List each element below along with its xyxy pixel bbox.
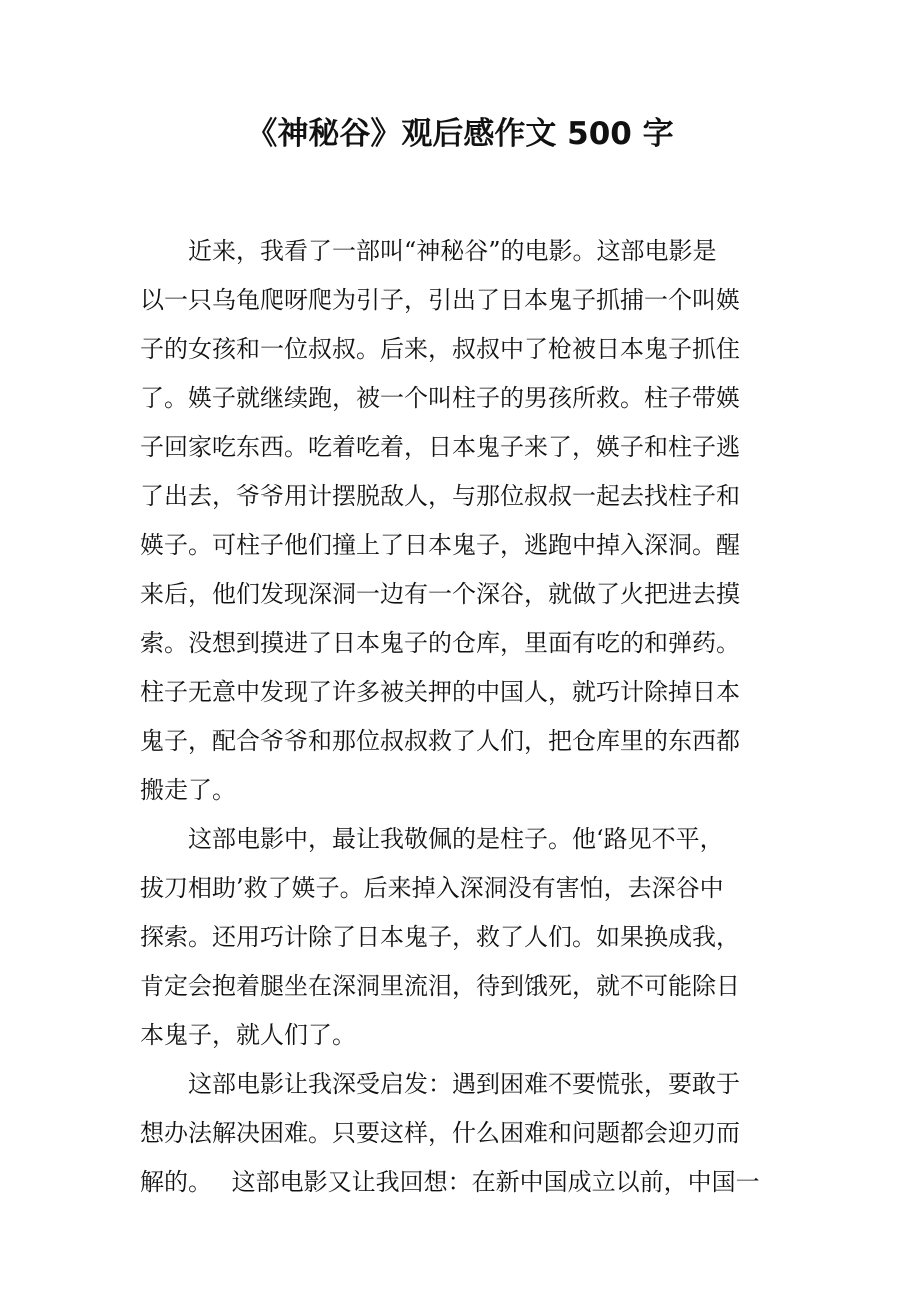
- page-title: 《神秘谷》观后感作文 500 字: [246, 116, 674, 152]
- text-line: 了。媖子就继续跑，被一个叫柱子的男孩所救。柱子带媖: [140, 384, 740, 412]
- text-line: 鬼子，配合爷爷和那位叔叔救了人们，把仓库里的东西都: [140, 727, 740, 755]
- text-line: 子的女孩和一位叔叔。后来，叔叔中了枪被日本鬼子抓住: [140, 335, 740, 363]
- text-line: 柱子无意中发现了许多被关押的中国人，就巧计除掉日本: [140, 678, 740, 706]
- text-line: 搬走了。: [140, 776, 236, 804]
- text-line: 来后，他们发现深洞一边有一个深谷，就做了火把进去摸: [140, 580, 740, 608]
- text-line: 拔刀相助’救了媖子。后来掉入深洞没有害怕，去深谷中: [140, 874, 724, 902]
- text-line: 近来，我看了一部叫“神秘谷”的电影。这部电影是: [188, 237, 717, 265]
- text-line: 索。没想到摸进了日本鬼子的仓库，里面有吃的和弹药。: [140, 629, 740, 657]
- text-line: 媖子。可柱子他们撞上了日本鬼子，逃跑中掉入深洞。醒: [140, 531, 740, 559]
- text-line: 解的。 这部电影又让我回想：在新中国成立以前，中国一: [140, 1168, 760, 1196]
- text-line: 这部电影中，最让我敬佩的是柱子。他‘路见不平，: [188, 825, 724, 853]
- text-line: 想办法解决困难。只要这样，什么困难和问题都会迎刃而: [140, 1119, 740, 1147]
- text-line: 以一只乌龟爬呀爬为引子，引出了日本鬼子抓捕一个叫媖: [140, 286, 740, 314]
- text-line: 探索。还用巧计除了日本鬼子，救了人们。如果换成我，: [140, 923, 740, 951]
- text-line: 子回家吃东西。吃着吃着，日本鬼子来了，媖子和柱子逃: [140, 433, 740, 461]
- text-line: 这部电影让我深受启发：遇到困难不要慌张，要敢于: [188, 1070, 740, 1098]
- text-line: 肯定会抱着腿坐在深洞里流泪，待到饿死，就不可能除日: [140, 972, 740, 1000]
- article-body: [140, 227, 780, 1207]
- text-line: 了出去，爷爷用计摆脱敌人，与那位叔叔一起去找柱子和: [140, 482, 740, 510]
- text-line: 本鬼子，就人们了。: [140, 1021, 356, 1049]
